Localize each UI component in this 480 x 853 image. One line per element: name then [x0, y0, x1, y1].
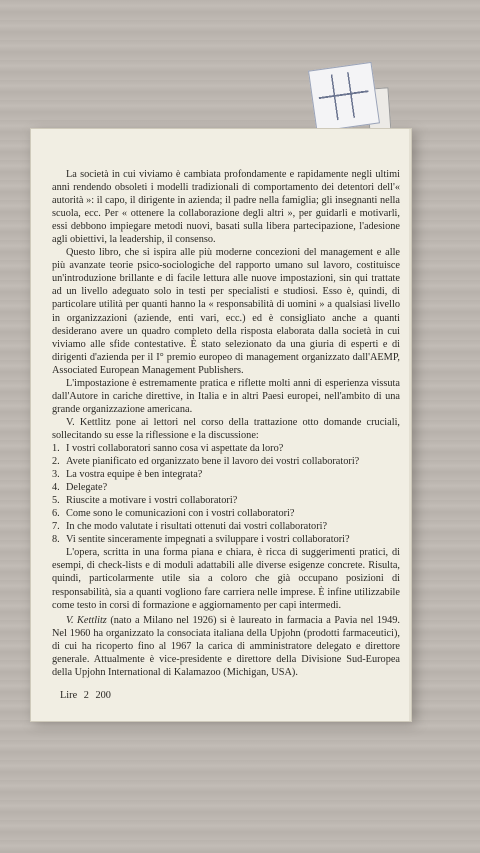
list-item: 8. Vi sentite sinceramente impegnati a sviluppare i vostri collaboratori? [52, 534, 350, 546]
author-bio-text: (nato a Milano nel 1926) si è laureato in farmacia a Pavia nel 1949. Nel 1960 ha organizzato la consociata italiana della Upjohn (prodotti farmaceutici), di cui ha ricoperto fino al 1967 la carica di amministratore delegato e direttore generale. Attualmente è vice-presidente e direttore della Divisione Sud-Europea della Upjohn International di Kalamazoo (Michigan, USA). [52, 614, 400, 678]
list-item: 1. I vostri collaboratori sanno cosa vi aspettate da loro? [52, 442, 284, 454]
author-name: V. Kettlitz [66, 614, 107, 626]
label-tag [308, 62, 380, 132]
list-item: 4. Delegate? [52, 482, 108, 494]
list-item: 7. In che modo valutate i risultati ottenuti dai vostri collaboratori? [52, 521, 328, 533]
list-item: 3. La vostra equipe è ben integrata? [52, 469, 203, 481]
paragraph-3: L'impostazione è estremamente pratica e riflette molti anni di esperienza vissuta dall'Autore in cariche direttive, in Italia e in altri Paesi europei, nell'ambito di una grande organizzazione americana. [52, 377, 400, 415]
price-label: Lire 2 200 [60, 690, 111, 701]
author-bio [52, 614, 400, 679]
paragraph-2: Questo libro, che si ispira alle più moderne concezioni del management e alle più avanzate teorie psico-sociologiche del rapporto umano sul lavoro, costituisce un'introduzione brillante e di facile lettura alle nuove impostazioni, sin qui trattate ad un livello adeguato solo in testi per specialisti e studiosi. Esso è, quindi, di particolare utilità per quanti hanno la « responsabilità di uomini » a qualsiasi livello in organizzazioni (aziende, enti vari, ecc.) ed è consigliato anche a quanti desiderano avere un quadro completo della risposta elaborata dalla società in cui viviamo alle sfide contestative. È stato selezionato da una giuria di esperti e di dirigenti d'azienda per il I° premio europeo di management organizzato dall'AEMP, Associated European Management Publishers. [52, 247, 400, 376]
closing-paragraph: L'opera, scritta in una forma piana e chiara, è ricca di suggerimenti pratici, di esempi, di check-lists e di moduli adattabili alle diverse esigenze concrete. Risulta, quindi, particolarmente utile sia a coloro che già occupano posizioni di responsabilità, sia a quanti vogliono fare carriera nelle imprese. È infine utilizzabile come testo in corsi di formazione e aggiornamento per capi intermedi. [52, 547, 400, 611]
paragraph-1: La società in cui viviamo è cambiata profondamente e rapidamente negli ultimi anni rendendo obsoleti i modelli tradizionali di comportamento dei detentori dell'« autorità »: il capo, il dirigente in azienda; il padre nella famiglia; gli insegnanti nella scuola, ecc. Per « ottenere la collaborazione degli altri », per guidarli e motivarli, essi debbono impiegare metodi nuovi, basati sulla libera partecipazione, l'adesione agli obiettivi, la leadership, il consenso. [52, 169, 400, 246]
blurb-text [52, 168, 400, 679]
list-item: 2. Avete pianificato ed organizzato bene il lavoro dei vostri collaboratori? [52, 456, 360, 468]
list-item: 5. Riuscite a motivare i vostri collaboratori? [52, 495, 238, 507]
list-item: 6. Come sono le comunicazioni con i vostri collaboratori? [52, 508, 295, 520]
tag-grid [316, 70, 372, 123]
questions-list [52, 442, 400, 546]
paragraph-4: V. Kettlitz pone ai lettori nel corso della trattazione otto domande cruciali, sollecitando su esse la riflessione e la discussione: [52, 416, 400, 441]
